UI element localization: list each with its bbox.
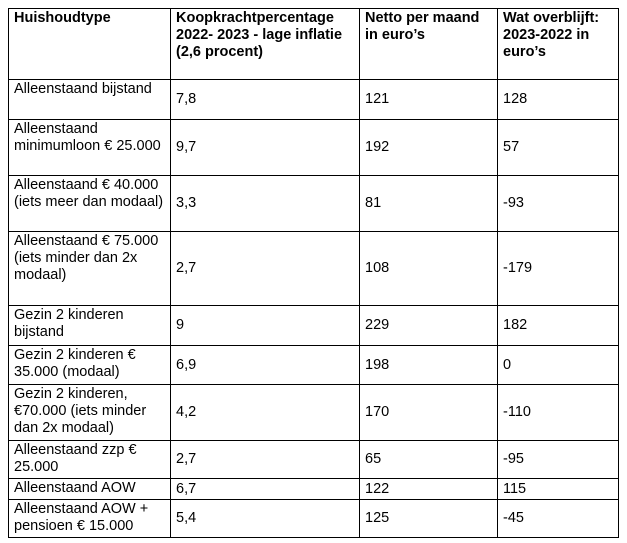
cell-koopkracht: 6,7 [171, 479, 360, 500]
table-row [9, 385, 619, 441]
cell-netto: 170 [360, 385, 498, 441]
cell-huishoudtype: Alleenstaand € 40.000 (iets meer dan modaal) [9, 176, 171, 232]
cell-overblijft: -110 [498, 385, 619, 441]
table-row [9, 176, 619, 232]
table-row [9, 232, 619, 306]
cell-netto: 198 [360, 346, 498, 385]
table-row [9, 346, 619, 385]
table-row [9, 441, 619, 479]
cell-overblijft: -95 [498, 441, 619, 479]
cell-netto: 65 [360, 441, 498, 479]
cell-koopkracht: 7,8 [171, 80, 360, 120]
cell-koopkracht: 6,9 [171, 346, 360, 385]
cell-huishoudtype: Alleenstaand AOW [9, 479, 171, 500]
table-row [9, 479, 619, 500]
cell-huishoudtype: Alleenstaand minimumloon € 25.000 [9, 120, 171, 176]
koopkracht-table [8, 8, 619, 538]
cell-netto: 121 [360, 80, 498, 120]
table-row [9, 306, 619, 346]
cell-huishoudtype: Alleenstaand € 75.000 (iets minder dan 2x modaal) [9, 232, 171, 306]
cell-huishoudtype: Alleenstaand bijstand [9, 80, 171, 120]
table-row [9, 120, 619, 176]
cell-overblijft: 182 [498, 306, 619, 346]
header-netto-per-maand: Netto per maand in euro’s [360, 9, 498, 80]
cell-overblijft: -179 [498, 232, 619, 306]
table-row [9, 500, 619, 538]
cell-huishoudtype: Alleenstaand zzp € 25.000 [9, 441, 171, 479]
cell-huishoudtype: Gezin 2 kinderen, €70.000 (iets minder dan 2x modaal) [9, 385, 171, 441]
cell-overblijft: -45 [498, 500, 619, 538]
cell-overblijft: 115 [498, 479, 619, 500]
cell-huishoudtype: Gezin 2 kinderen bijstand [9, 306, 171, 346]
cell-koopkracht: 9 [171, 306, 360, 346]
table-row [9, 80, 619, 120]
cell-netto: 125 [360, 500, 498, 538]
cell-overblijft: 0 [498, 346, 619, 385]
table-header-row [9, 9, 619, 80]
cell-huishoudtype: Alleenstaand AOW + pensioen € 15.000 [9, 500, 171, 538]
header-wat-overblijft: Wat overblijft: 2023-2022 in euro’s [498, 9, 619, 80]
cell-koopkracht: 2,7 [171, 232, 360, 306]
cell-netto: 108 [360, 232, 498, 306]
cell-koopkracht: 3,3 [171, 176, 360, 232]
cell-koopkracht: 9,7 [171, 120, 360, 176]
header-huishoudtype: Huishoudtype [9, 9, 171, 80]
cell-huishoudtype: Gezin 2 kinderen € 35.000 (modaal) [9, 346, 171, 385]
cell-koopkracht: 4,2 [171, 385, 360, 441]
header-koopkrachtpercentage: Koopkrachtpercentage 2022- 2023 - lage inflatie (2,6 procent) [171, 9, 360, 80]
cell-netto: 122 [360, 479, 498, 500]
cell-overblijft: 57 [498, 120, 619, 176]
cell-koopkracht: 2,7 [171, 441, 360, 479]
cell-overblijft: -93 [498, 176, 619, 232]
cell-netto: 81 [360, 176, 498, 232]
cell-overblijft: 128 [498, 80, 619, 120]
cell-koopkracht: 5,4 [171, 500, 360, 538]
cell-netto: 229 [360, 306, 498, 346]
cell-netto: 192 [360, 120, 498, 176]
